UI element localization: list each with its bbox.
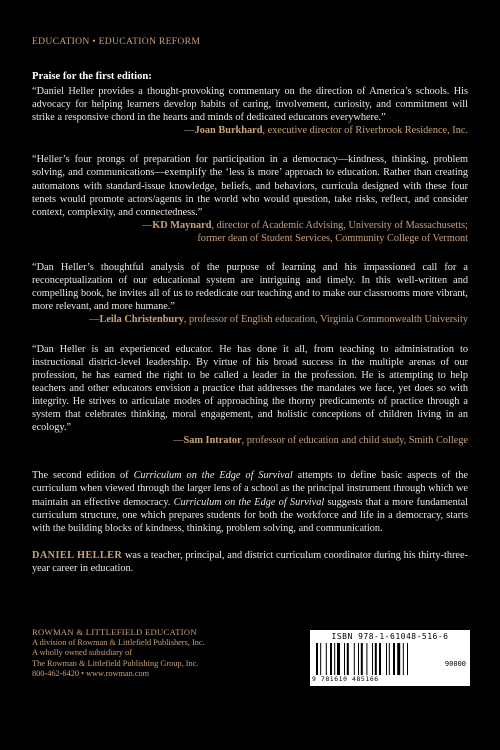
publisher-line: The Rowman & Littlefield Publishing Group, Inc. bbox=[32, 658, 199, 668]
quote-author: Joan Burkhard bbox=[194, 125, 263, 137]
description-text: The second edition of bbox=[32, 470, 134, 482]
quote-text: “Dan Heller’s thoughtful analysis of the purpose of learning and his impassioned call for a reconceptualization of our educational system are intriguing and timely. In this well-written and compelling book, he invites all of us to rededicate our teaching and to make our classrooms more vibrant, more relevant, and more humane.” bbox=[32, 262, 468, 313]
author-name: DANIEL HELLER bbox=[32, 550, 123, 562]
quote-block bbox=[32, 343, 468, 448]
quote-attribution: —KD Maynard, director of Academic Advising, University of Massachusetts; bbox=[141, 219, 468, 231]
quote-block bbox=[32, 85, 468, 137]
description-text: attempts to define basic aspects of the curriculum when viewed through the larger lens of a school as the principal instrument through which we maintain an effective democracy. bbox=[32, 470, 468, 508]
publisher-info bbox=[32, 627, 272, 680]
publisher-name: ROWMAN & LITTLEFIELD EDUCATION bbox=[32, 627, 197, 637]
publisher-contact: 800-462-6420 • www.rowman.com bbox=[32, 669, 150, 679]
back-cover bbox=[32, 36, 468, 576]
quote-block bbox=[32, 153, 468, 245]
ean-digits: 9 781610 485166 bbox=[312, 675, 379, 683]
book-description bbox=[32, 469, 468, 535]
author-bio bbox=[32, 549, 468, 575]
description-text: suggests that a more fundamental curriculum structure, one which prepares students for both the workforce and life in a democracy, starts with the building blocks of kindness, thinking, problem solving, and communication. bbox=[32, 496, 469, 535]
quote-attribution: —Sam Intrator, professor of education and child study, Smith College bbox=[173, 435, 468, 447]
quote-author: Sam Intrator bbox=[183, 435, 242, 447]
quote-author-role: , executive director of Riverbrook Residence, Inc. bbox=[262, 125, 468, 137]
quote-text: “Daniel Heller provides a thought-provoking commentary on the direction of America’s schools. His advocacy for helping learners develop habits of caring, involvement, curiosity, and commitment will strike a responsive chord in the hearts and minds of dedicated educators everywhere.” bbox=[32, 86, 468, 124]
quote-text: “Heller’s four prongs of preparation for participation in a democracy—kindness, thinking, problem solving, and communications—exemplify the ‘less is more’ approach to education. Rather than creating automatons with standard-issue knowledge, beliefs, and behaviors, curricula designed with these four tenets would promote actors/agents in the world who would question, take risks, reflect, and consider context, complexity, and connectedness.” bbox=[32, 154, 468, 218]
quote-author-role-continued: former dean of Student Services, Community College of Vermont bbox=[197, 232, 468, 244]
barcode bbox=[310, 630, 470, 686]
quote-attribution: —Joan Burkhard, executive director of Riverbrook Residence, Inc. bbox=[184, 125, 468, 137]
quote-block bbox=[32, 261, 468, 326]
quote-author-role: , professor of English education, Virginia Commonwealth University bbox=[183, 314, 468, 326]
quote-attribution: —Leila Christenbury, professor of English education, Virginia Commonwealth University bbox=[89, 314, 468, 326]
quote-author-role: , professor of education and child study, Smith College bbox=[241, 435, 468, 447]
category-label: EDUCATION • EDUCATION REFORM bbox=[32, 36, 201, 47]
author-bio-text: was a teacher, principal, and district curriculum coordinator during his thirty-three-year career in education. bbox=[32, 550, 468, 575]
barcode-bars bbox=[316, 643, 428, 675]
quote-text: “Dan Heller is an experienced educator. He has done it all, from teaching to administration to instructional district-level leadership. By virtue of his broad success in the multiple arenas of our profession, he has earned the right to be called a leader in the profession. He is attempting to help teachers and other educators envision a practice that addresses the mandates we face, yet does so with integrity. He strives to articulate modes of approaching the thorny predicaments of practice through a system that celebrates thinking, moral engagement, and holistic conceptions of children living in an ecology.” bbox=[32, 343, 468, 434]
book-title: Curriculum on the Edge of Survival bbox=[133, 470, 293, 482]
praise-heading: Praise for the first edition: bbox=[32, 71, 152, 82]
quote-author: Leila Christenbury bbox=[99, 314, 184, 326]
price-code: 90000 bbox=[444, 660, 466, 668]
publisher-line: A wholly owned subsidiary of bbox=[32, 648, 133, 658]
publisher-line: A division of Rowman & Littlefield Publishers, Inc. bbox=[32, 637, 205, 647]
isbn-label: ISBN 978-1-61048-516-6 bbox=[331, 632, 449, 641]
quote-author: KD Maynard bbox=[152, 219, 212, 231]
book-title: Curriculum on the Edge of Survival bbox=[173, 496, 325, 508]
quote-author-role: , director of Academic Advising, University of Massachusetts; bbox=[211, 219, 468, 231]
